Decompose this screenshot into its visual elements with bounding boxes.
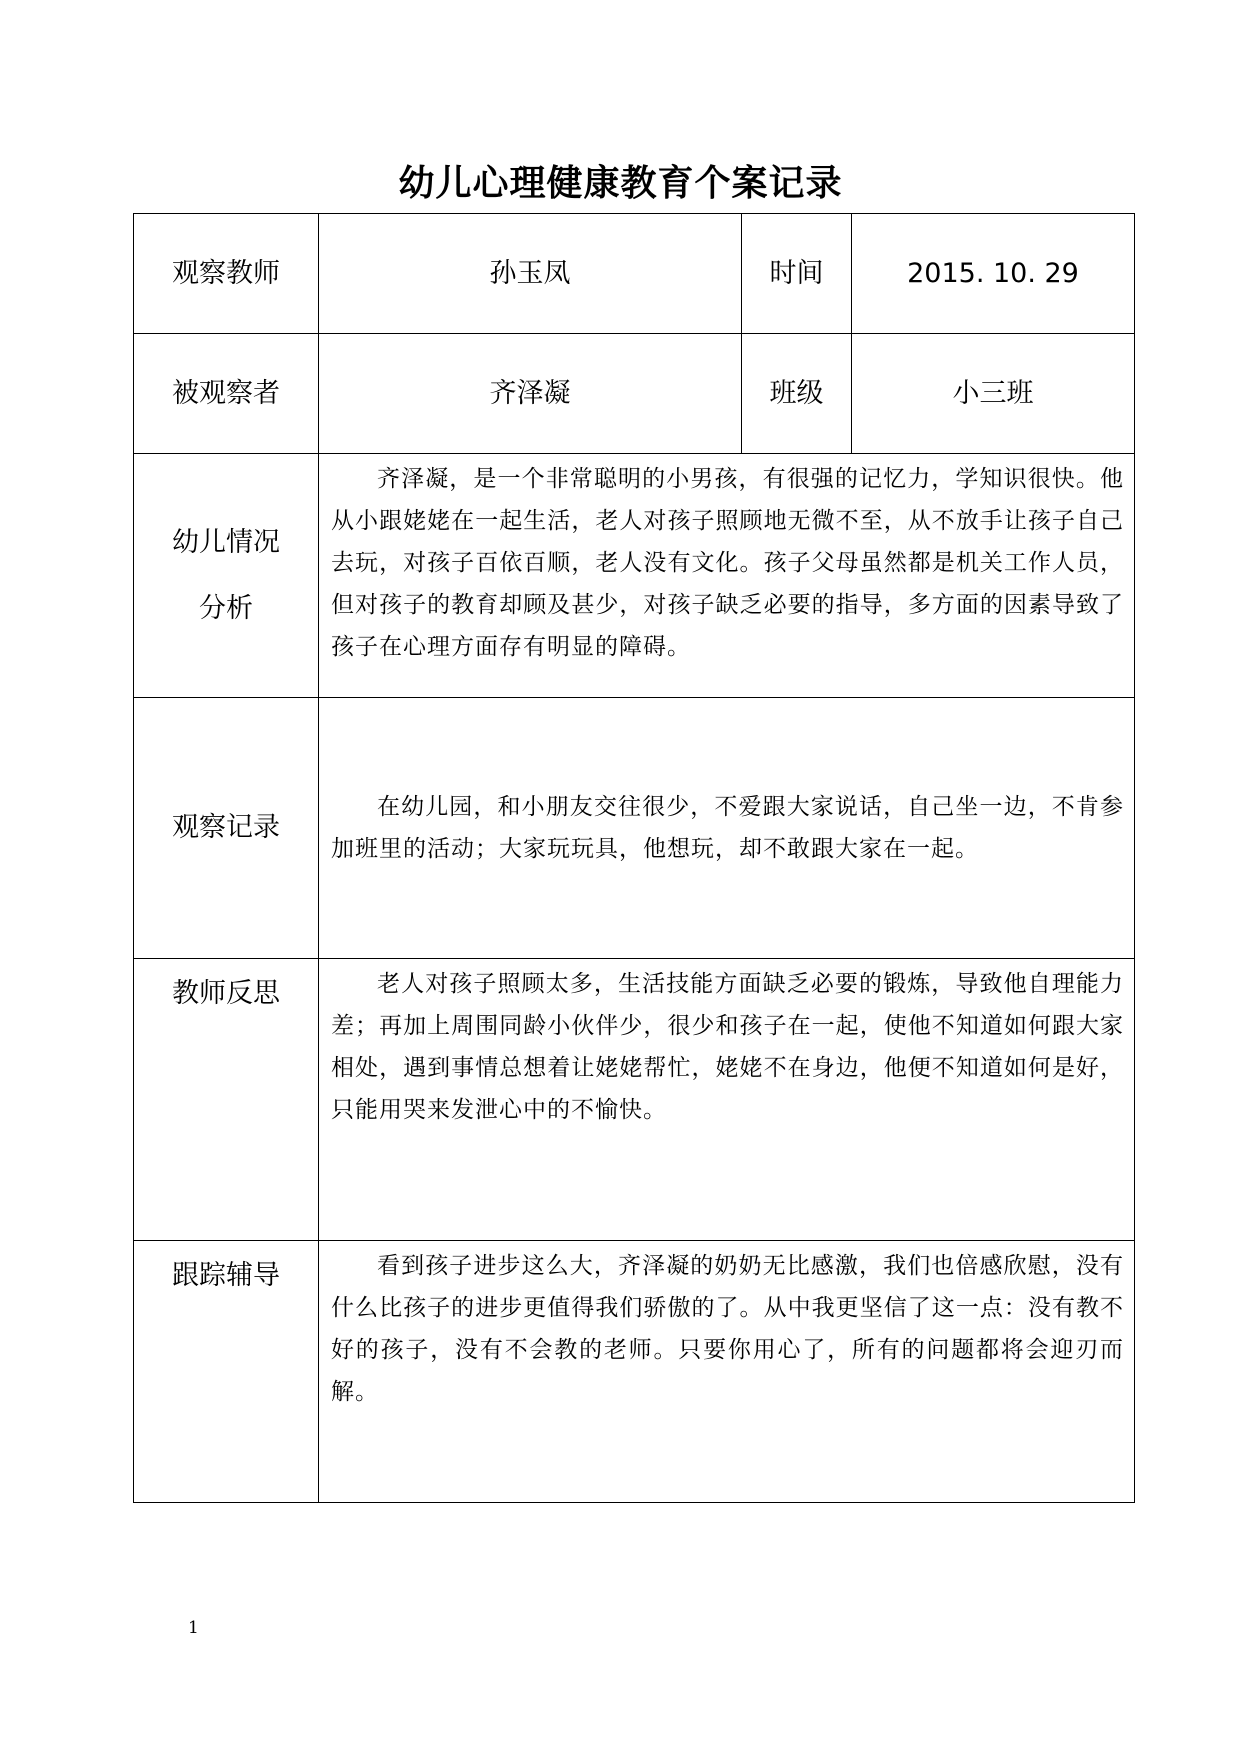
label-class: 班级 xyxy=(742,334,852,454)
reflection-text: 老人对孩子照顾太多，生活技能方面缺乏必要的锻炼，导致他自理能力差；再加上周围同龄小伙伴少，很少和孩子在一起，使他不知道如何跟大家相处，遇到事情总想着让姥姥帮忙，姥姥不在身边，他便不知道如何是好，只能用哭来发泄心中的不愉快。 xyxy=(331,971,1124,1123)
row-followup xyxy=(134,1241,1135,1503)
analysis-text: 齐泽凝，是一个非常聪明的小男孩，有很强的记忆力，学知识很快。他从小跟姥姥在一起生活，老人对孩子照顾地无微不至，从不放手让孩子自己去玩，对孩子百依百顺，老人没有文化。孩子父母虽然都是机关工作人员，但对孩子的教育却顾及甚少，对孩子缺乏必要的指导，多方面的因素导致了孩子在心理方面存有明显的障碍。 xyxy=(331,466,1124,660)
label-observation-record: 观察记录 xyxy=(134,698,319,959)
value-time: 2015. 10. 29 xyxy=(852,214,1135,334)
label-child-analysis xyxy=(134,454,319,698)
document-title: 幼儿心理健康教育个案记录 xyxy=(398,162,843,204)
row-observation xyxy=(134,698,1135,959)
row-reflection xyxy=(134,959,1135,1241)
label-child-analysis-line1: 幼儿情况 xyxy=(172,526,280,558)
label-teacher-reflection: 教师反思 xyxy=(134,959,319,1241)
label-observer-teacher: 观察教师 xyxy=(134,214,319,334)
label-time: 时间 xyxy=(742,214,852,334)
page-number: 1 xyxy=(188,1618,199,1638)
label-observed-child: 被观察者 xyxy=(134,334,319,454)
followup-text: 看到孩子进步这么大，齐泽凝的奶奶无比感激，我们也倍感欣慰，没有什么比孩子的进步更值得我们骄傲的了。从中我更坚信了这一点：没有教不好的孩子，没有不会教的老师。只要你用心了，所有的问题都将会迎刃而解。 xyxy=(331,1253,1124,1405)
row-teacher-time xyxy=(134,214,1135,334)
value-observed-child: 齐泽凝 xyxy=(319,334,742,454)
value-class: 小三班 xyxy=(852,334,1135,454)
observation-text: 在幼儿园，和小朋友交往很少，不爱跟大家说话，自己坐一边，不肯参加班里的活动；大家玩玩具，他想玩，却不敢跟大家在一起。 xyxy=(331,794,1124,862)
value-observer-teacher: 孙玉凤 xyxy=(319,214,742,334)
row-observed-class xyxy=(134,334,1135,454)
analysis-cell xyxy=(319,454,1135,698)
label-followup-guidance: 跟踪辅导 xyxy=(134,1241,319,1503)
followup-cell xyxy=(319,1241,1135,1503)
row-analysis xyxy=(134,454,1135,698)
reflection-cell xyxy=(319,959,1135,1241)
observation-cell xyxy=(319,698,1135,959)
label-child-analysis-line2: 分析 xyxy=(199,592,253,624)
case-record-table xyxy=(133,213,1135,1503)
